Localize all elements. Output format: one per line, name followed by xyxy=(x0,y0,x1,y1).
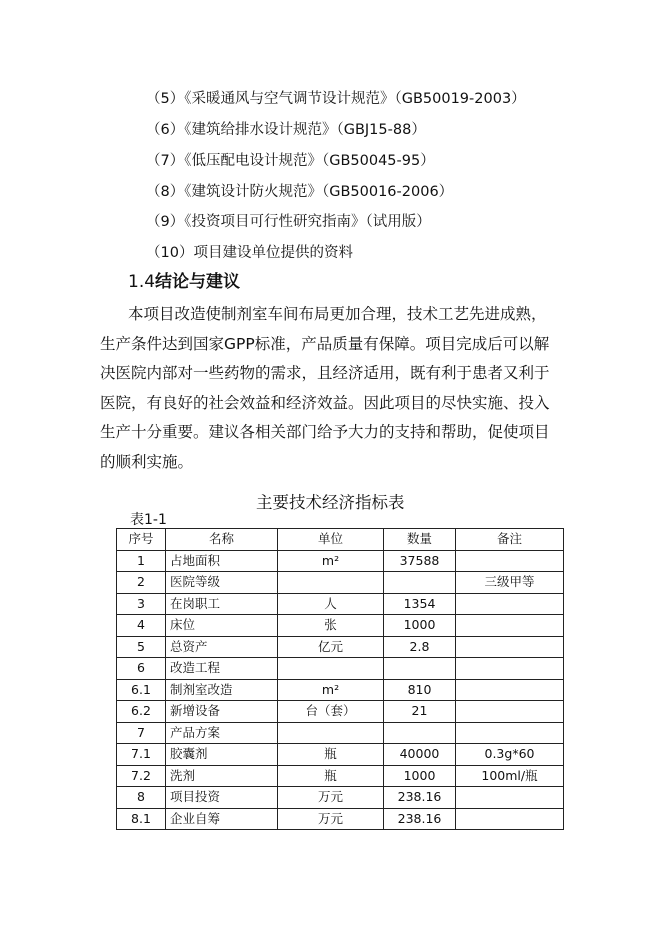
table-row xyxy=(117,636,564,658)
table-row xyxy=(117,550,564,572)
cell-unit xyxy=(278,572,384,594)
cell-index: 7.2 xyxy=(117,765,166,787)
conclusion-paragraph xyxy=(100,300,558,477)
reference-item: （7）《低压配电设计规范》（GB50045-95） xyxy=(146,153,435,169)
cell-name: 项目投资 xyxy=(166,787,278,809)
table-row xyxy=(117,701,564,723)
cell-name: 胶囊剂 xyxy=(166,744,278,766)
table-row xyxy=(117,744,564,766)
paragraph-line: 医院，有良好的社会效益和经济效益。因此项目的尽快实施、投入 xyxy=(100,393,550,412)
cell-name: 制剂室改造 xyxy=(166,679,278,701)
cell-quantity: 1000 xyxy=(384,615,456,637)
cell-index: 1 xyxy=(117,550,166,572)
cell-unit: 人 xyxy=(278,593,384,615)
cell-note xyxy=(456,787,564,809)
cell-quantity: 238.16 xyxy=(384,787,456,809)
cell-name: 在岗职工 xyxy=(166,593,278,615)
cell-unit: 张 xyxy=(278,615,384,637)
cell-index: 3 xyxy=(117,593,166,615)
cell-index: 6.1 xyxy=(117,679,166,701)
cell-quantity: 21 xyxy=(384,701,456,723)
cell-unit: m² xyxy=(278,550,384,572)
cell-index: 5 xyxy=(117,636,166,658)
reference-item: （5）《采暖通风与空气调节设计规范》（GB50019-2003） xyxy=(146,91,526,107)
paragraph-line: 的顺利实施。 xyxy=(100,452,194,471)
cell-quantity: 37588 xyxy=(384,550,456,572)
header-cell: 名称 xyxy=(166,529,278,551)
table-row xyxy=(117,722,564,744)
cell-unit: 台（套） xyxy=(278,701,384,723)
table-row xyxy=(117,658,564,680)
cell-name: 企业自筹 xyxy=(166,808,278,830)
cell-quantity xyxy=(384,658,456,680)
cell-index: 7.1 xyxy=(117,744,166,766)
header-cell: 备注 xyxy=(456,529,564,551)
cell-quantity: 238.16 xyxy=(384,808,456,830)
cell-note xyxy=(456,679,564,701)
indicators-table xyxy=(116,528,564,830)
cell-note: 0.3g*60 xyxy=(456,744,564,766)
header-cell: 单位 xyxy=(278,529,384,551)
section-title: 结论与建议 xyxy=(155,272,241,292)
reference-item: （10）项目建设单位提供的资料 xyxy=(146,245,353,261)
cell-index: 6.2 xyxy=(117,701,166,723)
cell-note: 三级甲等 xyxy=(456,572,564,594)
cell-index: 4 xyxy=(117,615,166,637)
header-cell: 数量 xyxy=(384,529,456,551)
cell-note xyxy=(456,593,564,615)
cell-quantity xyxy=(384,722,456,744)
cell-index: 8 xyxy=(117,787,166,809)
paragraph-line: 本项目改造使制剂室车间布局更加合理，技术工艺先进成熟， xyxy=(128,305,547,323)
cell-index: 8.1 xyxy=(117,808,166,830)
cell-name: 医院等级 xyxy=(166,572,278,594)
cell-quantity: 40000 xyxy=(384,744,456,766)
cell-name: 占地面积 xyxy=(166,550,278,572)
cell-index: 6 xyxy=(117,658,166,680)
cell-index: 7 xyxy=(117,722,166,744)
cell-name: 新增设备 xyxy=(166,701,278,723)
table-row xyxy=(117,808,564,830)
cell-unit xyxy=(278,658,384,680)
cell-unit: 瓶 xyxy=(278,744,384,766)
cell-unit: m² xyxy=(278,679,384,701)
cell-note xyxy=(456,808,564,830)
cell-quantity: 1000 xyxy=(384,765,456,787)
table-row xyxy=(117,615,564,637)
cell-unit: 万元 xyxy=(278,808,384,830)
reference-item: （6）《建筑给排水设计规范》（GBJ15-88） xyxy=(146,122,426,138)
paragraph-line: 决医院内部对一些药物的需求，且经济适用，既有利于患者又利于 xyxy=(100,364,550,382)
cell-unit: 万元 xyxy=(278,787,384,809)
cell-note xyxy=(456,658,564,680)
cell-unit xyxy=(278,722,384,744)
cell-quantity xyxy=(384,572,456,594)
cell-quantity: 810 xyxy=(384,679,456,701)
cell-index: 2 xyxy=(117,572,166,594)
cell-quantity: 1354 xyxy=(384,593,456,615)
cell-unit: 瓶 xyxy=(278,765,384,787)
cell-name: 改造工程 xyxy=(166,658,278,680)
cell-note xyxy=(456,550,564,572)
table-row xyxy=(117,787,564,809)
cell-name: 产品方案 xyxy=(166,722,278,744)
header-cell: 序号 xyxy=(117,529,166,551)
cell-note xyxy=(456,701,564,723)
cell-name: 总资产 xyxy=(166,636,278,658)
cell-note xyxy=(456,615,564,637)
cell-note xyxy=(456,636,564,658)
table-header-row xyxy=(117,529,564,551)
table-row xyxy=(117,679,564,701)
paragraph-line: 生产条件达到国家GPP标准，产品质量有保障。项目完成后可以解 xyxy=(100,334,550,353)
table-label: 表1-1 xyxy=(130,512,167,528)
cell-name: 床位 xyxy=(166,615,278,637)
paragraph-line: 生产十分重要。建议各相关部门给予大力的支持和帮助，促使项目 xyxy=(100,423,550,441)
reference-item: （8）《建筑设计防火规范》（GB50016-2006） xyxy=(146,184,454,200)
table-row xyxy=(117,593,564,615)
cell-note xyxy=(456,722,564,744)
cell-name: 洗剂 xyxy=(166,765,278,787)
section-heading xyxy=(128,270,240,294)
cell-unit: 亿元 xyxy=(278,636,384,658)
reference-item: （9）《投资项目可行性研究指南》（试用版） xyxy=(146,214,431,230)
table-row xyxy=(117,572,564,594)
table-title: 主要技术经济指标表 xyxy=(256,493,405,512)
table-row xyxy=(117,765,564,787)
cell-note: 100ml/瓶 xyxy=(456,765,564,787)
cell-quantity: 2.8 xyxy=(384,636,456,658)
section-number: 1.4 xyxy=(128,272,156,292)
